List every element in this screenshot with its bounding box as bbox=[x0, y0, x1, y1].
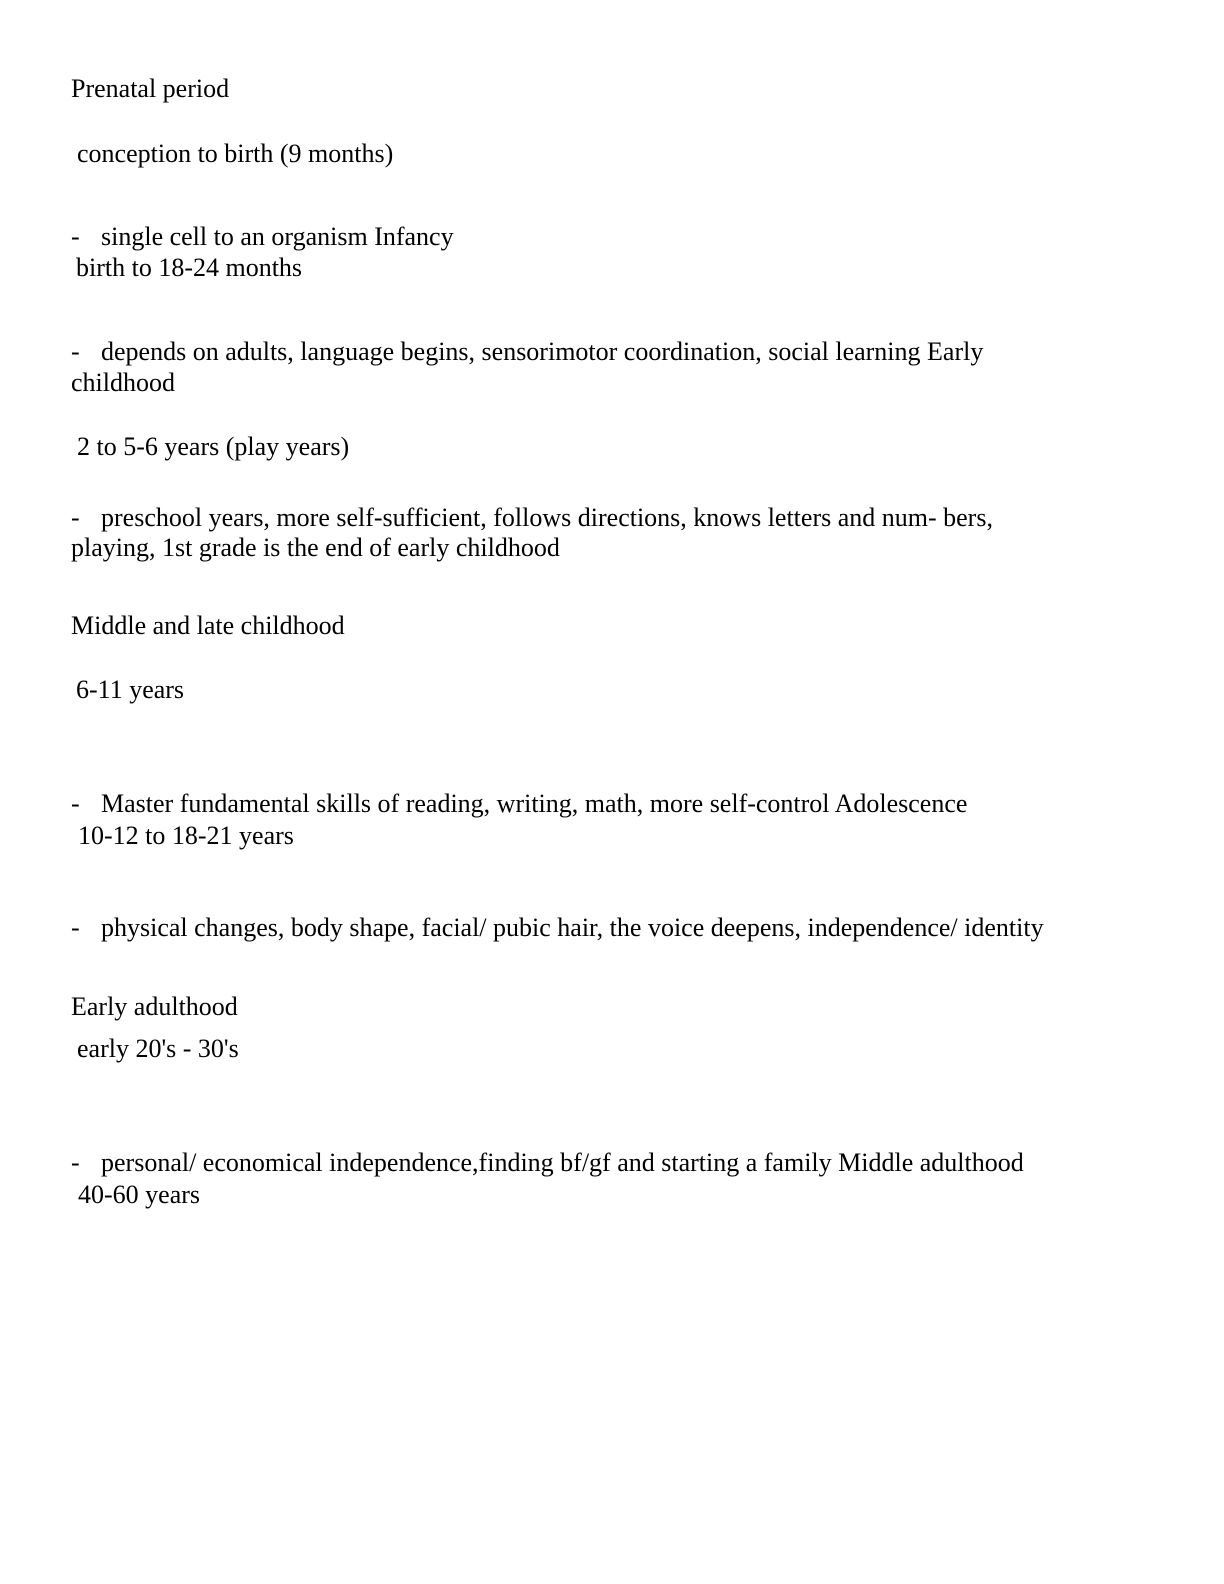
bullet-prenatal bbox=[71, 221, 454, 252]
age-range-infancy: birth to 18-24 months bbox=[76, 253, 303, 282]
bullet-middle-late-childhood bbox=[71, 788, 967, 819]
age-range-early-childhood: 2 to 5-6 years (play years) bbox=[77, 432, 350, 461]
bullet-dash: - bbox=[71, 1148, 80, 1177]
bullet-text: personal/ economical independence,finding bf/gf and starting a family Middle adulthood bbox=[101, 1148, 1024, 1177]
bullet-text: preschool years, more self-sufficient, follows directions, knows letters and num- bers, bbox=[101, 503, 993, 532]
age-range-early-adulthood: early 20's - 30's bbox=[77, 1034, 239, 1063]
bullet-early-childhood-continued: playing, 1st grade is the end of early childhood bbox=[71, 533, 560, 562]
bullet-dash: - bbox=[71, 913, 80, 942]
bullet-early-adulthood bbox=[71, 1147, 1024, 1178]
age-range-middle-late-childhood: 6-11 years bbox=[76, 675, 185, 704]
bullet-adolescence bbox=[71, 912, 1044, 943]
bullet-dash: - bbox=[71, 222, 80, 251]
bullet-dash: - bbox=[71, 503, 80, 532]
bullet-dash: - bbox=[71, 337, 80, 366]
bullet-infancy-continued: childhood bbox=[71, 368, 175, 397]
bullet-text: single cell to an organism Infancy bbox=[101, 222, 454, 251]
section-heading-prenatal: Prenatal period bbox=[71, 74, 230, 103]
bullet-text: Master fundamental skills of reading, writing, math, more self-control Adolescence bbox=[101, 789, 968, 818]
bullet-text: physical changes, body shape, facial/ pubic hair, the voice deepens, independence/ identity bbox=[101, 913, 1044, 942]
bullet-text: depends on adults, language begins, sensorimotor coordination, social learning Early bbox=[101, 337, 984, 366]
age-range-middle-adulthood: 40-60 years bbox=[78, 1180, 201, 1209]
section-heading-middle-late-childhood: Middle and late childhood bbox=[71, 611, 345, 640]
bullet-early-childhood bbox=[71, 502, 993, 533]
age-range-prenatal: conception to birth (9 months) bbox=[77, 139, 394, 168]
bullet-infancy bbox=[71, 336, 983, 367]
section-heading-early-adulthood: Early adulthood bbox=[71, 992, 238, 1021]
age-range-adolescence: 10-12 to 18-21 years bbox=[78, 821, 294, 850]
bullet-dash: - bbox=[71, 789, 80, 818]
